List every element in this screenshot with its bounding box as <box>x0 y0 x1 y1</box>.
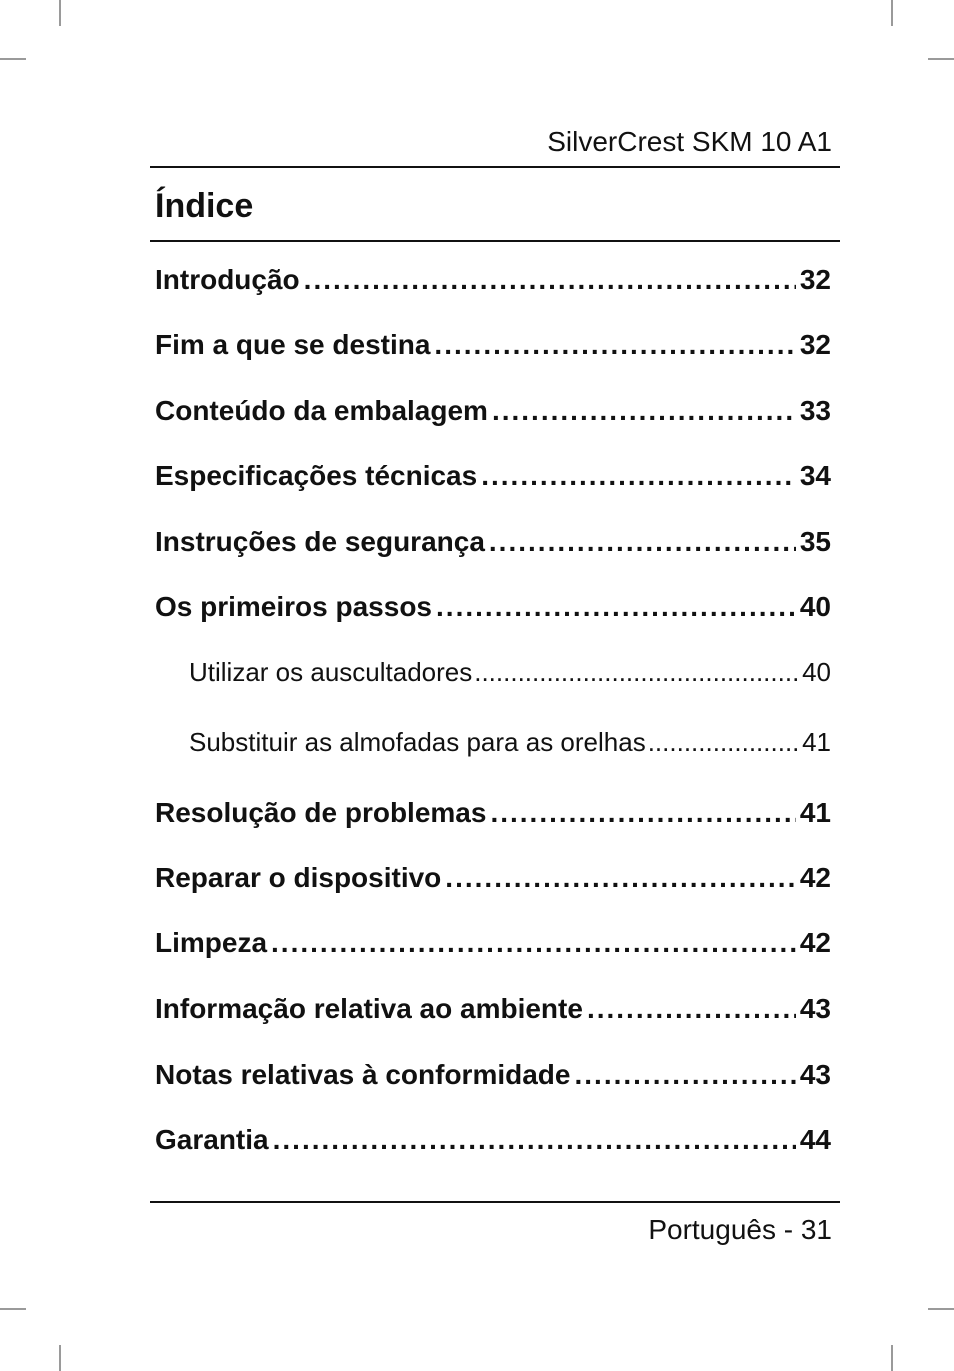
toc-entry-label: Resolução de problemas <box>155 797 487 828</box>
page-number: Português - 31 <box>648 1214 832 1245</box>
toc-entry-label: Garantia <box>155 1124 269 1155</box>
crop-mark <box>891 0 893 26</box>
toc-entry-label: Conteúdo da embalagem <box>155 395 488 426</box>
toc-entry-label: Reparar o dispositivo <box>155 862 442 893</box>
page-title: Índice <box>155 187 254 225</box>
toc-entry[interactable] <box>155 256 831 304</box>
crop-mark <box>928 1308 954 1310</box>
toc-entry-page: 43 <box>799 1059 831 1090</box>
toc-leader-dots <box>434 321 795 369</box>
toc-entry[interactable] <box>155 518 831 566</box>
toc-entry-page: 40 <box>799 591 831 622</box>
toc-entry-page: 41 <box>802 727 831 757</box>
toc-entry-label: Especificações técnicas <box>155 460 478 491</box>
toc-leader-dots <box>273 1116 796 1164</box>
crop-mark <box>0 58 26 60</box>
footer-rule <box>150 1201 840 1203</box>
toc-entry-page: 42 <box>799 862 831 893</box>
toc-entry-page: 32 <box>799 264 831 295</box>
toc-entry-page: 40 <box>802 657 831 687</box>
toc-leader-dots <box>304 256 796 304</box>
toc-entry-label: Notas relativas à conformidade <box>155 1059 571 1090</box>
toc-leader-dots <box>492 387 796 435</box>
crop-mark <box>891 1345 893 1371</box>
crop-mark <box>928 58 954 60</box>
toc-leader-dots <box>648 720 800 764</box>
toc-leader-dots <box>271 919 796 967</box>
toc-leader-dots <box>474 650 800 694</box>
toc-entry-label: Informação relativa ao ambiente <box>155 993 583 1024</box>
title-rule <box>150 240 840 242</box>
toc-entry-label: Limpeza <box>155 927 268 958</box>
toc-entry[interactable] <box>155 321 831 369</box>
toc-entry[interactable] <box>155 1051 831 1099</box>
toc-entry-page: 41 <box>799 797 831 828</box>
toc-entry-page: 35 <box>799 526 831 557</box>
toc-entry-page: 33 <box>799 395 831 426</box>
toc-entry[interactable] <box>155 452 831 500</box>
toc-entry-label: Fim a que se destina <box>155 329 431 360</box>
toc-leader-dots <box>587 985 796 1033</box>
toc-entry-page: 32 <box>799 329 831 360</box>
toc-entry[interactable] <box>155 1116 831 1164</box>
toc-entry[interactable] <box>155 387 831 435</box>
toc-leader-dots <box>489 518 796 566</box>
toc-entry-page: 43 <box>799 993 831 1024</box>
toc-leader-dots <box>574 1051 795 1099</box>
toc-entry[interactable] <box>155 854 831 902</box>
crop-mark <box>0 1308 26 1310</box>
toc-subentry[interactable] <box>189 720 831 764</box>
header-rule <box>150 166 840 168</box>
toc-entry-label: Substituir as almofadas para as orelhas <box>189 727 646 757</box>
toc-entry-label: Utilizar os auscultadores <box>189 657 473 687</box>
toc-leader-dots <box>445 854 796 902</box>
toc-leader-dots <box>436 583 796 631</box>
toc-entry-label: Os primeiros passos <box>155 591 433 622</box>
running-header: SilverCrest SKM 10 A1 <box>547 126 832 157</box>
toc-entry-label: Instruções de segurança <box>155 526 485 557</box>
toc-entry[interactable] <box>155 789 831 837</box>
toc-leader-dots <box>481 452 796 500</box>
toc-entry-page: 44 <box>799 1124 831 1155</box>
toc-entry-page: 42 <box>799 927 831 958</box>
toc-entry-label: Introdução <box>155 264 300 295</box>
toc-entry[interactable] <box>155 919 831 967</box>
toc-entry-page: 34 <box>799 460 831 491</box>
crop-mark <box>59 0 61 26</box>
crop-mark <box>59 1345 61 1371</box>
toc-entry[interactable] <box>155 583 831 631</box>
toc-entry[interactable] <box>155 985 831 1033</box>
toc-leader-dots <box>490 789 795 837</box>
toc-subentry[interactable] <box>189 650 831 694</box>
